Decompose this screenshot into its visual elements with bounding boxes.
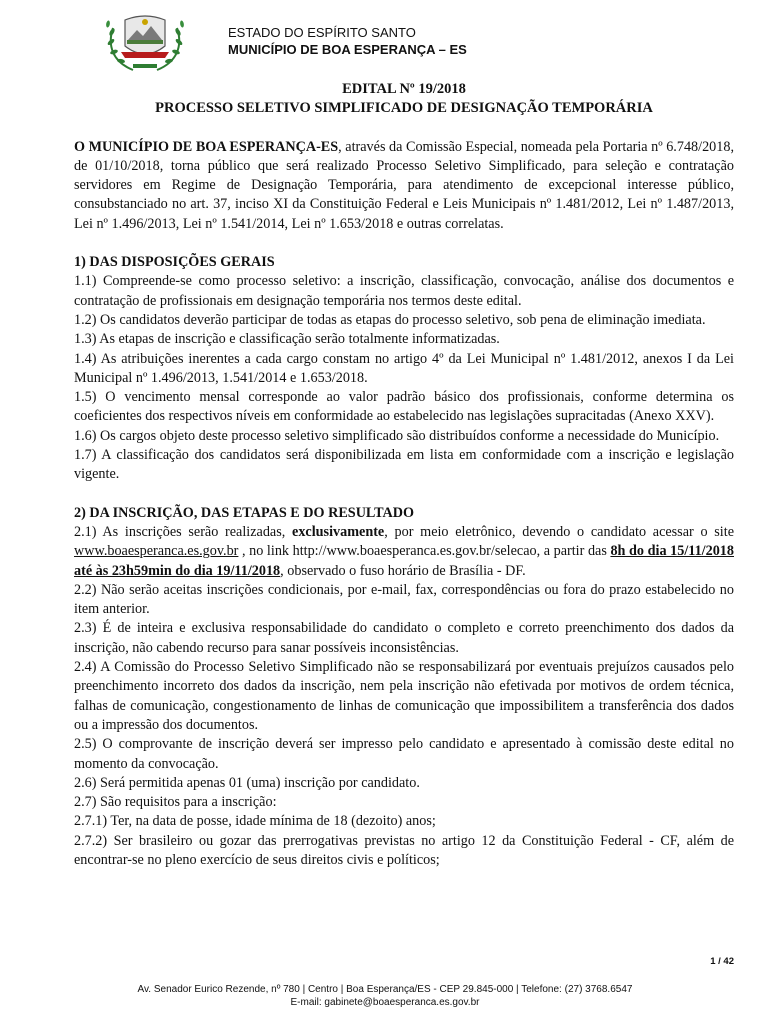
- registration-period: 8h do dia 15/11/2018 até às 23h59min do dia 19/11/2018: [74, 543, 734, 579]
- page-number: 1 / 42: [710, 956, 734, 967]
- item-2-1-text-c: , por meio eletrônico, devendo o candidato acessar o site: [384, 523, 734, 540]
- edital-subtitle: PROCESSO SELETIVO SIMPLIFICADO DE DESIGNAÇÃO TEMPORÁRIA: [155, 100, 653, 117]
- document-body: [74, 80, 734, 870]
- item-2-7: 2.7) São requisitos para a inscrição:: [74, 794, 277, 811]
- item-1-4: 1.4) As atribuições inerentes a cada cargo constam no artigo 4º da Lei Municipal nº 1.481/2012, anexos I da Lei Municipal nº 1.496/2013, 1.541/2014 e 1.653/2018.: [74, 350, 734, 386]
- intro-paragraph: [74, 138, 734, 234]
- section-1-heading: 1) DAS DISPOSIÇÕES GERAIS: [74, 254, 275, 271]
- footer-email: E-mail: gabinete@boaesperanca.es.gov.br: [290, 997, 480, 1008]
- site-link[interactable]: www.boaesperanca.es.gov.br: [74, 543, 239, 560]
- item-2-3: 2.3) É de inteira e exclusiva responsabilidade do candidato o completo e correto preenchimento dos dados da inscrição, não cabendo recurso para sanar possíveis inconsistências.: [74, 620, 734, 656]
- edital-number: EDITAL Nº 19/2018: [342, 81, 466, 97]
- item-1-1: 1.1) Compreende-se como processo seletivo: a inscrição, classificação, convocação, análise dos documentos e contratação de profissionais em designação temporária nos termos deste edital.: [74, 273, 734, 309]
- item-1-6: 1.6) Os cargos objeto deste processo seletivo simplificado são distribuídos conforme a necessidade do Município.: [74, 427, 720, 444]
- item-1-3: 1.3) As etapas de inscrição e classificação serão totalmente informatizadas.: [74, 331, 500, 348]
- item-2-1-text-d: , no link http://www.boaesperanca.es.gov.br/selecao, a partir das: [238, 543, 611, 560]
- item-1-5: 1.5) O vencimento mensal corresponde ao valor padrão básico dos profissionais, conforme determina os coeficientes dos respectivos níveis em conformidade ao estabelecido nas legislações supracitadas (Anexo XXV).: [74, 389, 734, 425]
- item-2-1-text-a: 2.1) As inscrições serão realizadas,: [74, 523, 293, 540]
- item-2-1: [74, 523, 734, 581]
- intro-bold-lead: O MUNICÍPIO DE BOA ESPERANÇA-ES: [74, 138, 339, 155]
- item-2-2: 2.2) Não serão aceitas inscrições condicionais, por e-mail, fax, correspondências ou fora do prazo estabelecido no item anterior.: [74, 581, 734, 618]
- item-2-7-2: 2.7.2) Ser brasileiro ou gozar das prerrogativas previstas no artigo 12 da Constituição Federal - CF, além de encontrar-se no pleno exercício de seus direitos civis e políticos;: [74, 832, 734, 868]
- municipal-coat-of-arms-icon: [103, 10, 187, 74]
- section-2-heading: 2) DA INSCRIÇÃO, DAS ETAPAS E DO RESULTADO: [74, 504, 415, 521]
- item-2-1-exclusively: exclusivamente: [292, 523, 385, 540]
- item-2-7-1: 2.7.1) Ter, na data de posse, idade mínima de 18 (dezoito) anos;: [74, 813, 436, 830]
- item-2-1-text-f: , observado o fuso horário de Brasília - DF.: [280, 562, 526, 579]
- item-2-4: 2.4) A Comissão do Processo Seletivo Simplificado não se responsabilizará por eventuais prejuízos causados pelo preenchimento incorreto dos dados da inscrição, nem pela inscrição não efetivada por motivos de ordem técnica, falhas de comunicação, congestionamento de linhas de comunicação que impossibilitem a transferência dos dados ou a impressão dos documentos.: [74, 659, 734, 733]
- item-2-6: 2.6) Será permitida apenas 01 (uma) inscrição por candidato.: [74, 774, 420, 791]
- item-2-5: 2.5) O comprovante de inscrição deverá ser impresso pelo candidato e apresentado à comissão deste edital no momento da convocação.: [74, 736, 734, 772]
- footer-address: Av. Senador Eurico Rezende, nº 780 | Centro | Boa Esperança/ES - CEP 29.845-000 | Telefone: (27) 3768.6547: [137, 984, 633, 995]
- state-name: ESTADO DO ESPÍRITO SANTO: [228, 25, 416, 40]
- municipality-name: MUNICÍPIO DE BOA ESPERANÇA – ES: [228, 42, 467, 57]
- item-1-2: 1.2) Os candidatos deverão participar de todas as etapas do processo seletivo, sob pena de eliminação imediata.: [74, 311, 706, 328]
- intro-text: , através da Comissão Especial, nomeada pela Portaria nº 6.748/2018, de 01/10/2018, torna público que será realizado Processo Seletivo Simplificado, para seleção e contratação servidores em Regime de Designação Temporária, para atendimento de excepcional interesse público, consubstanciado no art. 37, inciso XI da Constituição Federal e Leis Municipais nº 1.481/2012, Lei nº 1.487/2013, Lei nº 1.496/2013, Lei nº 1.541/2014, Lei nº 1.653/2018 e outras correlatas.: [74, 138, 734, 232]
- item-1-7: 1.7) A classificação dos candidatos será disponibilizada em lista em conformidade com a inscrição e legislação vigente.: [74, 447, 734, 483]
